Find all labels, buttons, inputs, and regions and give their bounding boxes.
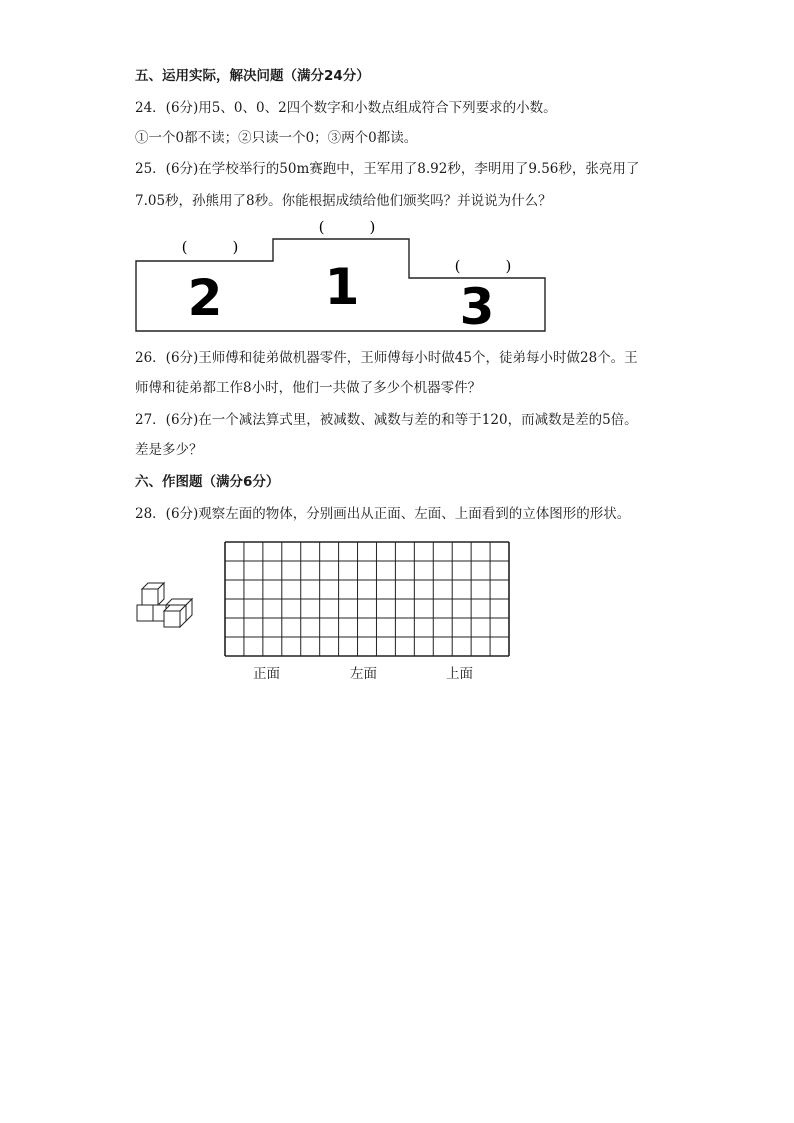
question-27-line-2: 差是多少？ [135, 442, 203, 458]
podium-paren-center: ( ) [318, 218, 376, 236]
question-25-line-2: 7.05秒，孙熊用了8秒。你能根据成绩给他们颁奖吗？并说说为什么？ [135, 193, 552, 209]
question-24-line-2: ①一个0都不读；②只读一个0；③两个0都读。 [135, 130, 418, 146]
label-left-view: 左面 [350, 666, 377, 682]
section-5-heading: 五、运用实际，解决问题（满分24分） [135, 68, 370, 84]
question-27-line-1: 27．(6分)在一个减法算式里，被减数、减数与差的和等于120，而减数是差的5倍。 [135, 412, 638, 428]
podium-figure [0, 0, 794, 340]
question-25-line-1: 25．(6分)在学校举行的50m赛跑中，王军用了8.92秒，李明用了9.56秒，张亮用了 [135, 161, 640, 177]
podium-paren-right: ( ) [454, 257, 512, 275]
cube-front-face [142, 589, 158, 605]
podium-place-1: 1 [324, 258, 360, 316]
podium-paren-left: ( ) [181, 238, 239, 256]
section-6-heading: 六、作图题（满分6分） [135, 474, 280, 490]
podium-place-3: 3 [459, 278, 495, 336]
question-28-line-1: 28．(6分)观察左面的物体，分别画出从正面、左面、上面看到的立体图形的形状。 [135, 506, 631, 522]
cube-front-face [164, 611, 180, 627]
question-24-line-1: 24．(6分)用5、0、0、2四个数字和小数点组成符合下列要求的小数。 [135, 100, 557, 116]
question-26-line-2: 师傅和徒弟都工作8小时，他们一共做了多少个机器零件？ [135, 380, 482, 396]
cube-front-face [137, 605, 153, 621]
question-26-line-1: 26．(6分)王师傅和徒弟做机器零件，王师傅每小时做45个，徒弟每小时做28个。王 [135, 350, 638, 366]
label-front-view: 正面 [253, 666, 280, 682]
label-top-view: 上面 [446, 666, 473, 682]
drawing-grid[interactable] [224, 541, 512, 659]
cube-object-figure [134, 576, 198, 628]
podium-place-2: 2 [187, 269, 223, 327]
